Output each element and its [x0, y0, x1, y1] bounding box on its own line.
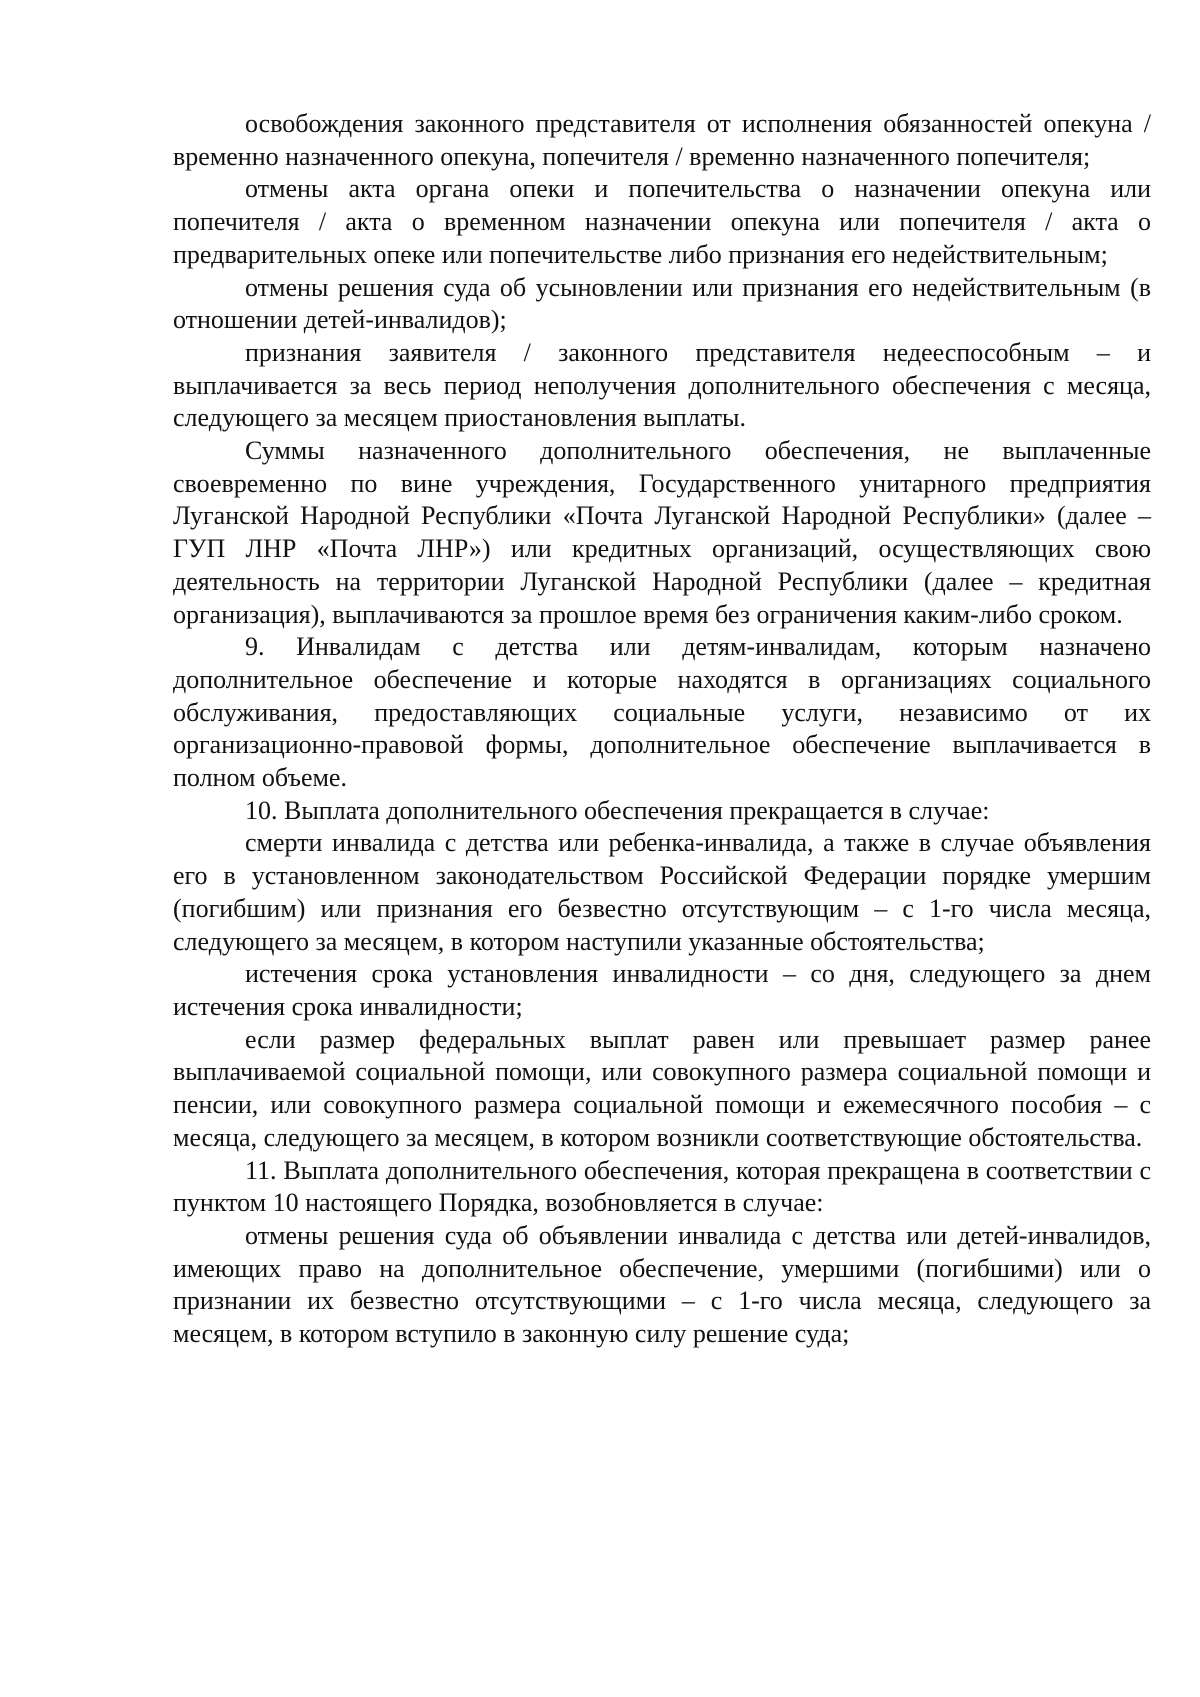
paragraph: смерти инвалида с детства или ребенка-инвалида, а также в случае объявления его в установленном законодательством Российской Федерации порядке умершим (погибшим) или признания его безвестно отсутствующим – с 1-го числа месяца, следующего за месяцем, в котором наступили указанные обстоятельства; [173, 828, 1151, 956]
paragraph: признания заявителя / законного представителя недееспособным – и выплачивается за весь период неполучения дополнительного обеспечения с месяца, следующего за месяцем приостановления выплаты. [173, 337, 1151, 433]
paragraph: отмены решения суда об объявлении инвалида с детства или детей-инвалидов, имеющих право на дополнительное обеспечение, умершими (погибшими) или о признании их безвестно отсутствующими – с 1-го числа месяца, следующего за месяцем, в котором вступило в законную силу решение суда; [173, 1220, 1151, 1349]
document-page [173, 108, 1151, 1351]
paragraph-item-11: 11. Выплата дополнительного обеспечения, которая прекращена в соответствии с пунктом 10 настоящего Порядка, возобновляется в случае: [173, 1155, 1151, 1218]
paragraph-item-9: 9. Инвалидам с детства или детям-инвалидам, которым назначено дополнительное обеспечение и которые находятся в организациях социального обслуживания, предоставляющих социальные услуги, независимо от их организационно-правовой формы, дополнительное обеспечение выплачивается в полном объеме. [173, 632, 1151, 793]
paragraph: отмены акта органа опеки и попечительства о назначении опекуна или попечителя / акта о временном назначении опекуна или попечителя / акта о предварительных опеке или попечительстве либо признания его недействительным; [173, 174, 1151, 269]
paragraph: истечения срока установления инвалидности – со дня, следующего за днем истечения срока инвалидности; [173, 959, 1151, 1021]
paragraph: освобождения законного представителя от исполнения обязанностей опекуна / временно назначенного опекуна, попечителя / временно назначенного попечителя; [173, 109, 1151, 171]
paragraph: отмены решения суда об усыновлении или признания его недействительным (в отношении детей-инвалидов); [173, 272, 1151, 335]
paragraph: если размер федеральных выплат равен или превышает размер ранее выплачиваемой социальной помощи, или совокупного размера социальной помощи и пенсии, или совокупного размера социальной помощи и ежемесячного пособия – с месяца, следующего за месяцем, в котором возникли соответствующие обстоятельства. [173, 1024, 1151, 1152]
paragraph: Суммы назначенного дополнительного обеспечения, не выплаченные своевременно по вине учреждения, Государственного унитарного предприятия Луганской Народной Республики «Почта Луганской Народной Республики» (далее – ГУП ЛНР «Почта ЛНР») или кредитных организаций, осуществляющих свою деятельность на территории Луганской Народной Республики (далее – кредитная организация), выплачиваются за прошлое время без ограничения каким-либо сроком. [173, 436, 1151, 629]
paragraph-item-10: 10. Выплата дополнительного обеспечения прекращается в случае: [245, 795, 990, 825]
